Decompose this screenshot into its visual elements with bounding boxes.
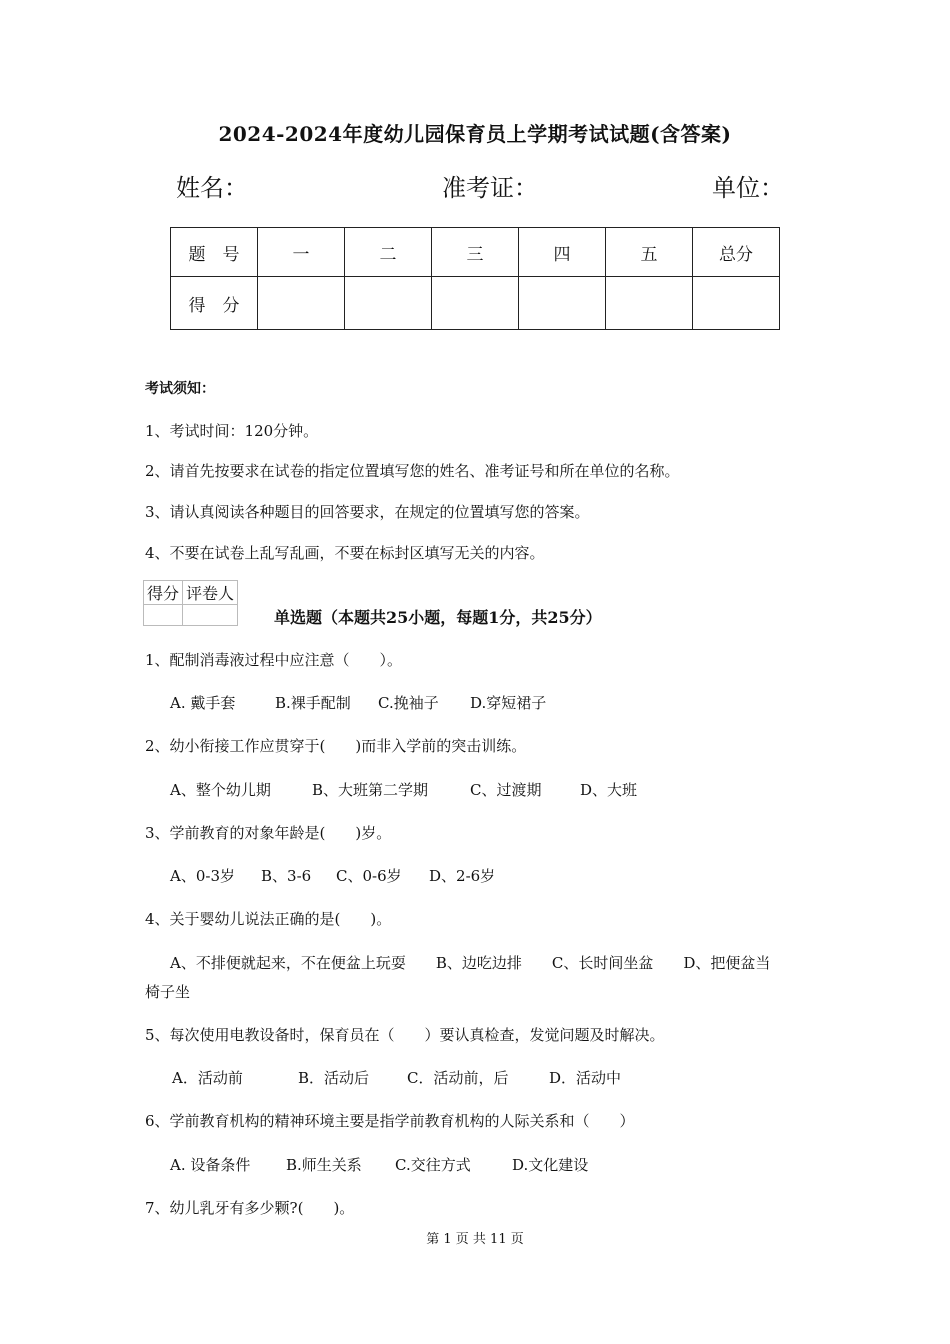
page-title: 2024-2024年度幼儿园保育员上学期考试试题(含答案) xyxy=(218,122,732,146)
option[interactable]: A. 设备条件 xyxy=(170,1156,251,1174)
grader-name-cell[interactable] xyxy=(183,605,238,626)
question-text: 2、幼小衔接工作应贯穿于( )而非入学前的突击训练。 xyxy=(145,737,527,755)
score-header-3: 三 xyxy=(432,228,519,277)
score-table xyxy=(170,227,780,330)
question-text: 4、关于婴幼儿说法正确的是( )。 xyxy=(145,910,392,928)
option[interactable]: D、大班 xyxy=(580,781,638,799)
score-table-score-row xyxy=(171,277,780,330)
option[interactable]: C、0-6岁 xyxy=(336,867,402,885)
option[interactable]: B、大班第二学期 xyxy=(312,781,429,799)
grader-score-cell[interactable] xyxy=(144,605,183,626)
option[interactable]: C．活动前，后 xyxy=(407,1069,509,1087)
notes-heading: 考试须知： xyxy=(145,381,215,397)
option[interactable]: B.裸手配制 xyxy=(275,694,351,712)
option[interactable]: B、3-6 xyxy=(261,867,312,885)
score-header-2: 二 xyxy=(345,228,432,277)
option[interactable]: B．活动后 xyxy=(298,1069,370,1087)
score-table-header-row xyxy=(171,228,780,277)
score-header-5: 五 xyxy=(606,228,693,277)
note-item: 2、请首先按要求在试卷的指定位置填写您的姓名、准考证号和所在单位的名称。 xyxy=(145,462,680,480)
score-header-total: 总分 xyxy=(693,228,780,277)
note-item: 1、考试时间：120分钟。 xyxy=(145,422,319,440)
question-text: 6、学前教育机构的精神环境主要是指学前教育机构的人际关系和（ ） xyxy=(145,1112,635,1130)
score-cell-5[interactable] xyxy=(606,277,693,330)
option-line[interactable]: 椅子坐 xyxy=(145,983,191,1001)
option[interactable]: C.挽袖子 xyxy=(378,694,439,712)
option[interactable]: D.穿短裙子 xyxy=(470,694,547,712)
option[interactable]: C.交往方式 xyxy=(395,1156,471,1174)
score-cell-4[interactable] xyxy=(519,277,606,330)
section-title: 单选题（本题共25小题，每题1分，共25分） xyxy=(274,608,602,627)
name-field-label: 姓名： xyxy=(176,174,248,202)
grader-box xyxy=(143,580,238,626)
unit-field-label: 单位： xyxy=(712,174,784,202)
note-item: 3、请认真阅读各种题目的回答要求，在规定的位置填写您的答案。 xyxy=(145,503,590,521)
grader-name-label: 评卷人 xyxy=(183,581,238,605)
option[interactable]: A、0-3岁 xyxy=(170,867,235,885)
score-cell-3[interactable] xyxy=(432,277,519,330)
question-text: 5、每次使用电教设备时，保育员在（ ）要认真检查，发觉问题及时解决。 xyxy=(145,1026,665,1044)
score-row-label: 得 分 xyxy=(171,277,258,330)
option-line[interactable]: A、不排便就起来，不在便盆上玩耍 B、边吃边排 C、长时间坐盆 D、把便盆当 xyxy=(170,954,771,972)
option[interactable]: A. 戴手套 xyxy=(170,694,236,712)
option[interactable]: B.师生关系 xyxy=(286,1156,362,1174)
question-text: 7、幼儿乳牙有多少颗?( )。 xyxy=(145,1199,355,1217)
question-text: 3、学前教育的对象年龄是( )岁。 xyxy=(145,824,392,842)
score-cell-2[interactable] xyxy=(345,277,432,330)
grader-score-label: 得分 xyxy=(144,581,183,605)
option[interactable]: C、过渡期 xyxy=(470,781,542,799)
score-header-4: 四 xyxy=(519,228,606,277)
option[interactable]: D．活动中 xyxy=(549,1069,622,1087)
option[interactable]: A．活动前 xyxy=(172,1069,243,1087)
score-header-1: 一 xyxy=(258,228,345,277)
score-cell-1[interactable] xyxy=(258,277,345,330)
option[interactable]: A、整个幼儿期 xyxy=(170,781,271,799)
exam-id-field-label: 准考证： xyxy=(442,174,538,202)
score-header-label: 题 号 xyxy=(171,228,258,277)
option[interactable]: D、2-6岁 xyxy=(429,867,496,885)
page-footer: 第 1 页 共 11 页 xyxy=(426,1232,524,1247)
option[interactable]: D.文化建设 xyxy=(512,1156,589,1174)
question-text: 1、配制消毒液过程中应注意（ ）。 xyxy=(145,651,403,669)
note-item: 4、不要在试卷上乱写乱画，不要在标封区填写无关的内容。 xyxy=(145,544,545,562)
score-cell-total[interactable] xyxy=(693,277,780,330)
